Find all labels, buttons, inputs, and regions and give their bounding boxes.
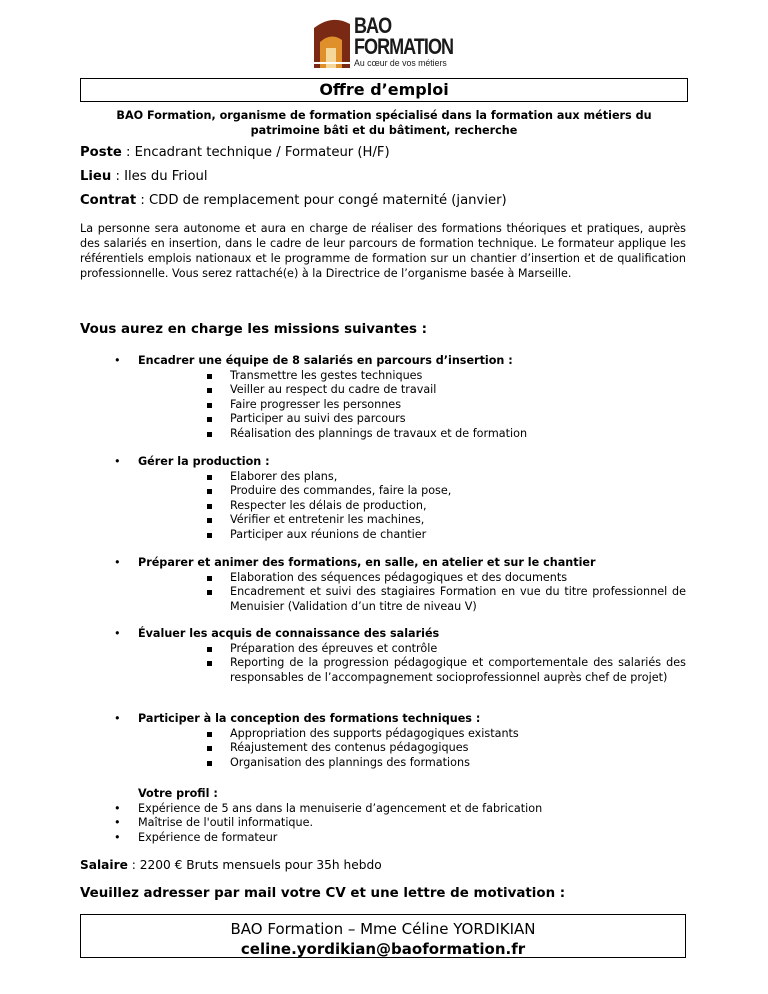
list-item: Participer aux réunions de chantier [80, 528, 686, 543]
list-item: Elaborer des plans, [80, 470, 686, 485]
mission-title: Participer à la conception des formations techniques : [138, 712, 481, 725]
field-contrat-label: Contrat [80, 193, 137, 208]
missions-heading: Vous aurez en charge les missions suivantes : [80, 322, 428, 337]
list-item: Elaboration des séquences pédagogiques et des documents [80, 571, 686, 586]
job-description: La personne sera autonome et aura en charge de réaliser des formations théoriques et pratiques, auprès des salariés en insertion, dans le cadre de leur parcours de formation technique. Le formateur applique les référentiels emplois nationaux et le programme de formation sur un chantier d’insertion et de qualification professionnelle. Vous serez rattaché(e) à la Directrice de l’organisme basée à Marseille. [80, 222, 686, 280]
mission-title: Encadrer une équipe de 8 salariés en parcours d’insertion : [138, 354, 513, 367]
bullet-icon: • [114, 712, 121, 725]
mission-block [80, 556, 686, 614]
page-title: Offre d’emploi [80, 78, 688, 102]
mission-title: Évaluer les acquis de connaissance des salariés [138, 627, 440, 640]
list-item: Respecter les délais de production, [80, 499, 686, 514]
list-item: Transmettre les gestes techniques [80, 369, 686, 384]
field-contrat [80, 193, 507, 209]
contact-email: celine.yordikian@baoformation.fr [240, 940, 526, 958]
list-item: • Maîtrise de l'outil informatique. [80, 816, 686, 831]
logo-line1: BAO [354, 13, 392, 38]
bullet-icon: • [114, 556, 121, 569]
intro-text: BAO Formation, organisme de formation spécialisé dans la formation aux métiers du patrimoine bâti et du bâtiment, recherche [116, 109, 652, 137]
bullet-icon: • [114, 354, 121, 367]
profile-section [80, 787, 686, 845]
list-item: Réalisation des plannings de travaux et de formation [80, 427, 686, 442]
list-item: Préparation des épreuves et contrôle [80, 642, 686, 657]
list-item: Produire des commandes, faire la pose, [80, 484, 686, 499]
list-item: Appropriation des supports pédagogiques existants [80, 727, 686, 742]
salary-line [80, 857, 382, 873]
apply-instructions: Veuillez adresser par mail votre CV et une lettre de motivation : [80, 886, 566, 901]
list-item: • Expérience de formateur [80, 831, 686, 846]
salary-value: : 2200 € Bruts mensuels pour 35h hebdo [127, 858, 382, 872]
bao-formation-logo [312, 14, 460, 70]
field-contrat-value: : CDD de remplacement pour congé maternité (janvier) [136, 193, 507, 208]
list-item: Encadrement et suivi des stagiaires Formation en vue du titre professionnel de Menuisier (Validation d’un titre de niveau V) [80, 585, 686, 614]
mission-block [80, 455, 686, 543]
list-item: Vérifier et entretenir les machines, [80, 513, 686, 528]
profile-heading: Votre profil : [138, 787, 218, 800]
logo-line2: FORMATION [354, 34, 454, 59]
list-item: • Expérience de 5 ans dans la menuiserie d’agencement et de fabrication [80, 802, 686, 817]
list-item: Veiller au respect du cadre de travail [80, 383, 686, 398]
bullet-icon: • [114, 627, 121, 640]
logo-tagline: Au cœur de vos métiers [354, 58, 447, 69]
field-poste-label: Poste [80, 145, 122, 160]
bullet-icon: • [114, 455, 121, 468]
contact-box [80, 914, 686, 958]
list-item: Reporting de la progression pédagogique et comportementale des salariés des responsables de l’accompagnement socioprofessionnel auprès chef de projet) [80, 656, 686, 685]
list-item: Réajustement des contenus pédagogiques [80, 741, 686, 756]
list-item: Faire progresser les personnes [80, 398, 686, 413]
list-item: Participer au suivi des parcours [80, 412, 686, 427]
mission-block [80, 627, 686, 685]
contact-name: BAO Formation – Mme Céline YORDIKIAN [230, 920, 536, 938]
field-lieu-value: : Iles du Frioul [111, 169, 208, 184]
mission-block [80, 712, 686, 770]
field-poste [80, 145, 390, 161]
field-poste-value: : Encadrant technique / Formateur (H/F) [121, 145, 390, 160]
mission-block [80, 354, 686, 442]
logo-mark-icon [312, 16, 352, 68]
mission-title: Gérer la production : [138, 455, 270, 468]
salary-label: Salaire [80, 858, 128, 872]
mission-title: Préparer et animer des formations, en salle, en atelier et sur le chantier [138, 556, 596, 569]
list-item: Organisation des plannings des formations [80, 756, 686, 771]
field-lieu [80, 169, 208, 185]
field-lieu-label: Lieu [80, 169, 112, 184]
